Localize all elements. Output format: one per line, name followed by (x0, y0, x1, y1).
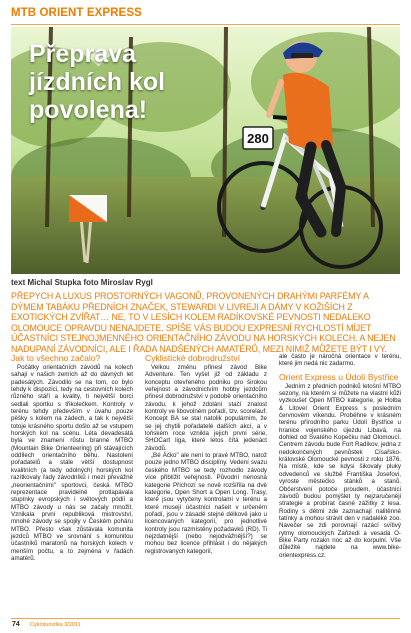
page-number: 74 (12, 621, 20, 628)
section-divider (11, 24, 400, 25)
lead-paragraph: PŘEPYCH A LUXUS PROSTORNÝCH VAGONŮ, PROVONENÝCH DRAHÝMI PARFÉMY A DÝMEM TABÁKU PŘEDNÍCH ZNAČEK, STEWARDI V LIVREJI A DÁMY V KOŽIŠÍCH Z EXOTICKÝCH ZVÍŘAT… NE, TO V LESÍCH KOLEM RADÍKOVSKÉ PEVNOSTI NEDALEKO OLOMOUCE OPRAVDU NENAJDETE. SPÍŠE VÁS BUDOU EXPRESNÍ RYCHLOSTÍ MÍJET ÚČASTNÍCI STEJNOJMENNÉHO ORIENTAČNÍHO ZÁVODU NA HORSKÝCH KOLECH. A NEJEN NADUPANÍ ZÁVODNÍCI, ALE I ŘADA NADŠENÝCH AMATÉRŮ, MEZI NIMIŽ MŮŽETE BÝT I VY. (11, 291, 396, 354)
photo-credit: text Michal Stupka foto Miroslav Rygl (11, 278, 153, 287)
body-paragraph: ale často je náročná orientace v terénu, které jim nedá nic zadarmo. (279, 353, 401, 368)
footer-divider (11, 618, 400, 619)
body-paragraph: Počátky orientačních závodů na kolech sahají v našich zemích až do dávných let padesátých. Závodilo se na tom, co bylo tehdy k dispozici, tedy na cestovních kolech různého stáří a kvality, ti největší borci sedlali sportku s třikolečkem. Kontroly v terénu tehdy především v úvahu pouze pěšky s kolem na zádech, a tak k největší totoje krásného sportu došlo až se vstupem horských kol na scénu. Léta devadesátá byla ve znamení růstu branné MTBO (Mountain Bike Orienteering) při stávajících oddílech orientačního běhu. Nastolení pořadatelů a stále větší dostupnost kvalitních (a tedy odolných) horských kol razítkovaly řady závodníků i mezi převážně „neorientačními" sportovci, česká MTBO reprezentace pravidelně protlapávala stupínky evropských i světových pódií a MTBO závody u nás se začaly množit. Vznikala první republiková mistrovství, mnohé závody se spojily v Českém poháru MTBO. Přesto však zůstávala komunita jezdců MTBO ve srovnání s komunitou účastníků maratonů na horských kolech v menším počtu, a to zejména v řadách amatérů. (11, 364, 133, 562)
body-paragraph: Jedním z předních podniků letošní MTBO sezony, na kterém si můžete na vlastní kůži vyzkoušet Open MTBO kategorie, je Holba & Litovel Orient Express s posledním červnovém víkendu. Proběhne v krásném terénu přírodního parku Údolí Bystřice u hranice vojenského újezdu Libavá, na dohled od Svatého Kopečku nad Olomoucí. Centrem závodu bude Fort Radíkov, jedna z nedokončených pevnůstek Císařsko-královské Olomoucké pevnosti z roku 1876. Na místě, kde se kdysi šikovaly pluky odvedenců ve službě Františka Josefovi, vyroste městečko stánků a stanů. Občerstvení potoče proudem, účastníci závodů budou pomýšlet ty nejzaručeněji strategie a probírat časné zážitky z lesa. Rodiny s dětmi zde zaznachají nalitěnné tatínky a mohou strávit den v nadaléké zoo. Navečer se zdi porovnají razácí svítivý rytmy olomouckých Zaňzedi a vesadá O-Bike Party rozakn noc až do korpulní. Vše důležité najdete na www.bike-orientexpress.cz. (279, 382, 401, 559)
subhead-orient-express: Orient Express u Údolí Bystřice (279, 371, 399, 382)
body-paragraph: Velkou změnu přinesl závod Bike Adventure. Ten vyšel již od základu z konceptu otevřeného podniku pro širokou veřejnost a závodnictvím hobby jezdcům přinesl dobrodružství v podobě orientačního závodu, k jehož zdolání stačí znalost kontroly ve libovolném pořadí, tzv. scorelauf. Koncept BA se stal natolik populárním, že se jej chytili pořadatelé dalších akcí, a v loňském roce vznikla jejich první série, SHOCart liga, které letos čítá jedenáct závodů. (145, 364, 267, 452)
column-2 (145, 353, 267, 555)
column-1 (11, 353, 133, 562)
column-3 (279, 353, 401, 559)
race-number: 280 (247, 131, 269, 146)
subhead-history: Jak to všechno začalo? (11, 353, 101, 363)
body-paragraph: „Bé Áčko" ale není to pravé MTBO, natož pouze jedno MTBO disciplíny. Vedení svazu českého MTBO se tedy rozhodlo závody více přiblížit veřejnosti. Původní nenosná kategorie Příchozí se nově rozšířila na dvě kategorie, Open Short a Open Long. Trasy, které jsou vytyčeny kontrolami v terénu a které musejí účastníci našeit v určeném pořadí, jsou v zásadě stejné délkově jako u licencovaných kategorií, pro jednotlivé kontroly jsou razmístěny požadavků (RD). Ti nejzdatnější (nebo nejodvážnější?) se mohou bez licence přihlásit i do nějakých registrovaných kategorií, (145, 452, 267, 555)
headline: Přeprava jízdních kol povolena! (29, 40, 166, 124)
subhead-adventure: Cyklistické dobrodružství (145, 353, 241, 363)
section-title: MTB ORIENT EXPRESS (11, 7, 142, 19)
magazine-issue: Cykloturistika 3/2011 (30, 622, 81, 628)
